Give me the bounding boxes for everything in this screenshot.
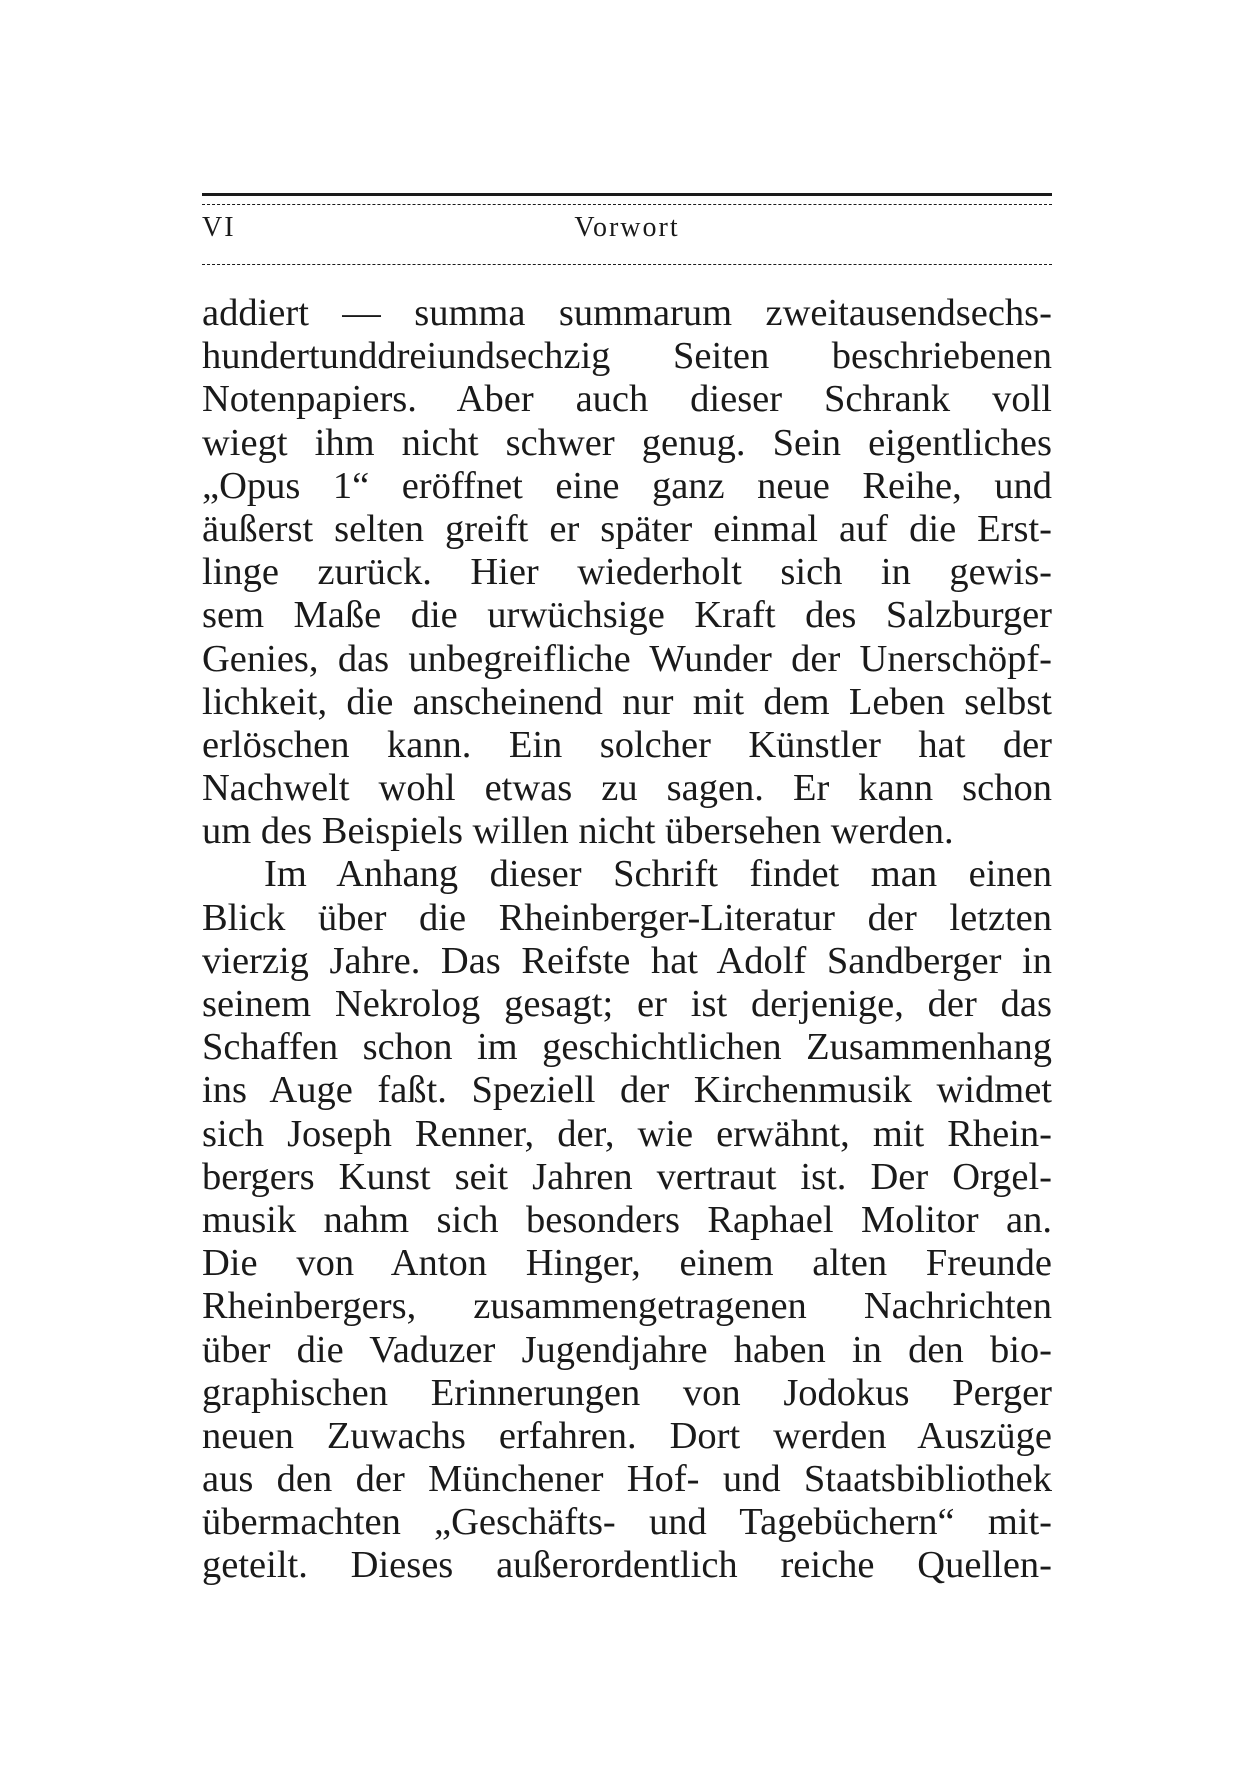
text-line: Die von Anton Hinger, einem alten Freunde	[202, 1242, 1052, 1285]
text-line: wiegt ihm nicht schwer genug. Sein eigentliches	[202, 421, 1052, 464]
text-line: erlöschen kann. Ein solcher Künstler hat der	[202, 723, 1052, 766]
header-rule-top	[202, 193, 1052, 196]
text-line: um des Beispiels willen nicht übersehen werden.	[202, 810, 954, 853]
text-line: ins Auge faßt. Speziell der Kirchenmusik widmet	[202, 1069, 1052, 1112]
header-rule-top-thin	[202, 204, 1052, 205]
text-line: übermachten „Geschäfts- und Tagebüchern“ mit-	[202, 1501, 1052, 1544]
text-line: Rheinbergers, zusammengetragenen Nachrichten	[202, 1285, 1052, 1328]
text-line: neuen Zuwachs erfahren. Dort werden Auszüge	[202, 1414, 1052, 1457]
text-line: Schaffen schon im geschichtlichen Zusammenhang	[202, 1026, 1052, 1069]
text-line: Blick über die Rheinberger-Literatur der letzten	[202, 896, 1052, 939]
page-header	[202, 212, 1052, 260]
text-line: äußerst selten greift er später einmal auf die Erst-	[202, 507, 1052, 550]
text-line: bergers Kunst seit Jahren vertraut ist. Der Orgel-	[202, 1155, 1052, 1198]
paragraph-2	[202, 853, 1052, 1587]
text-line: Notenpapiers. Aber auch dieser Schrank voll	[202, 378, 1052, 421]
text-line: sich Joseph Renner, der, wie erwähnt, mit Rhein-	[202, 1112, 1052, 1155]
paragraph-1	[202, 292, 1052, 853]
text-line: addiert — summa summarum zweitausendsechs-	[202, 292, 1052, 334]
page-number: VI	[202, 212, 236, 243]
text-line: aus den der Münchener Hof- und Staatsbibliothek	[202, 1458, 1052, 1501]
text-line: graphischen Erinnerungen von Jodokus Perger	[202, 1371, 1052, 1414]
running-title: Vorwort	[574, 212, 680, 243]
text-line: „Opus 1“ eröffnet eine ganz neue Reihe, und	[202, 464, 1052, 507]
text-line: Nachwelt wohl etwas zu sagen. Er kann schon	[202, 767, 1052, 810]
header-rule-bottom	[202, 264, 1052, 265]
text-line: über die Vaduzer Jugendjahre haben in den bio-	[202, 1328, 1052, 1371]
text-line: vierzig Jahre. Das Reifste hat Adolf Sandberger in	[202, 939, 1052, 982]
text-line: lichkeit, die anscheinend nur mit dem Leben selbst	[202, 680, 1052, 723]
text-line: Genies, das unbegreifliche Wunder der Unerschöpf-	[202, 637, 1052, 680]
text-line: geteilt. Dieses außerordentlich reiche Quellen-	[202, 1544, 1052, 1587]
text-line: seinem Nekrolog gesagt; er ist derjenige, der das	[202, 983, 1052, 1025]
text-line: musik nahm sich besonders Raphael Molitor an.	[202, 1198, 1052, 1241]
text-line: hundertunddreiundsechzig Seiten beschriebenen	[202, 335, 1052, 378]
text-line: sem Maße die urwüchsige Kraft des Salzburger	[202, 594, 1052, 637]
text-line: linge zurück. Hier wiederholt sich in gewis-	[202, 551, 1052, 594]
body-text	[202, 292, 1052, 1588]
text-line: Im Anhang dieser Schrift findet man einen	[264, 853, 1052, 896]
